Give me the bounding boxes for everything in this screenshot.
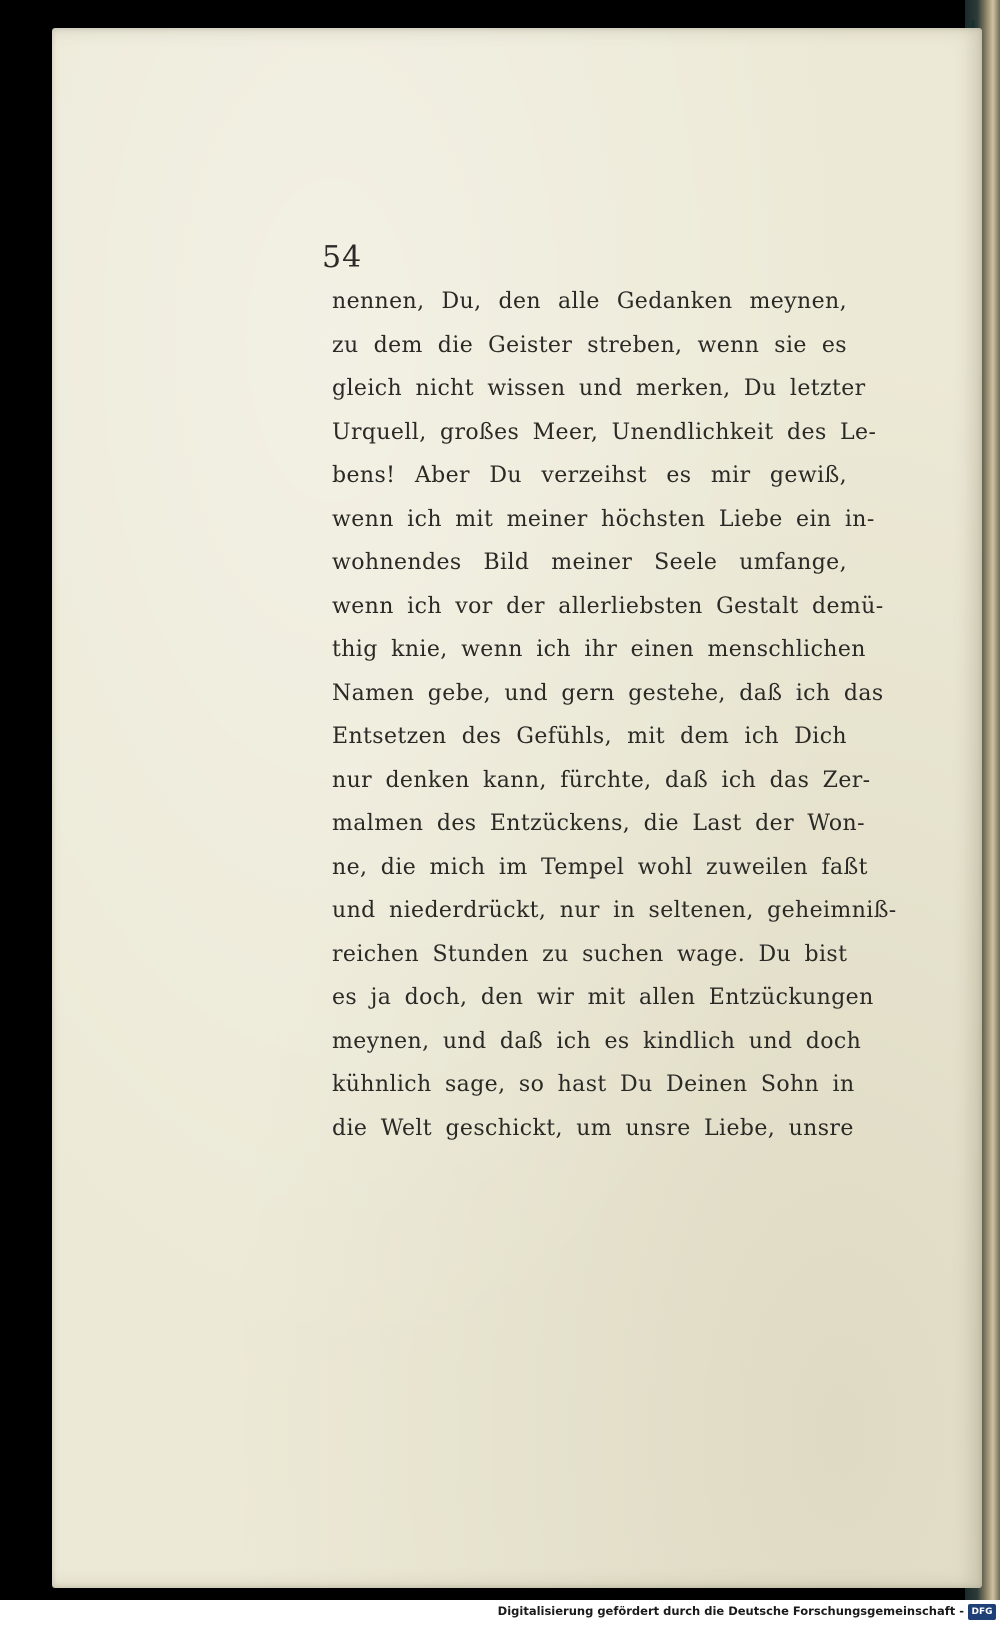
text-line: nennen, Du, den alle Gedanken meynen,: [332, 289, 847, 314]
text-line: malmen des Entzückens, die Last der Won-: [332, 811, 865, 836]
page-number: 54: [322, 240, 363, 275]
text-line: Namen gebe, und gern gestehe, daß ich das: [332, 680, 884, 706]
text-line: und niederdrückt, nur in seltenen, geheimniß-: [332, 898, 897, 923]
footer-bar: [0, 1600, 1000, 1626]
text-line: meynen, und daß ich es kindlich und doch: [332, 1028, 862, 1054]
text-line: ne, die mich im Tempel wohl zuweilen faßt: [332, 854, 868, 880]
text-line: reichen Stunden zu suchen wage. Du bist: [332, 941, 848, 967]
dfg-logo-icon: DFG: [968, 1604, 996, 1620]
text-line: Urquell, großes Meer, Unendlichkeit des Le-: [332, 419, 877, 445]
text-line: wenn ich mit meiner höchsten Liebe ein in-: [332, 506, 875, 532]
text-line: Entsetzen des Gefühls, mit dem ich Dich: [332, 724, 847, 749]
text-line: es ja doch, den wir mit allen Entzückungen: [332, 985, 874, 1010]
text-line: wenn ich vor der allerliebsten Gestalt demü-: [332, 593, 884, 619]
text-line: die Welt geschickt, um unsre Liebe, unsre: [332, 1115, 854, 1141]
text-line: zu dem die Geister streben, wenn sie es: [332, 332, 847, 358]
text-line: gleich nicht wissen und merken, Du letzter: [332, 376, 866, 401]
text-line: nur denken kann, fürchte, daß ich das Zer-: [332, 767, 871, 793]
page-body-text: [332, 280, 897, 1150]
text-line: kühnlich sage, so hast Du Deinen Sohn in: [332, 1072, 855, 1097]
text-line: bens! Aber Du verzeihst es mir gewiß,: [332, 463, 847, 488]
text-line: thig knie, wenn ich ihr einen menschlichen: [332, 637, 866, 662]
text-line: wohnendes Bild meiner Seele umfange,: [332, 550, 847, 575]
funding-credit: Digitalisierung gefördert durch die Deutsche Forschungsgemeinschaft -: [497, 1604, 964, 1618]
